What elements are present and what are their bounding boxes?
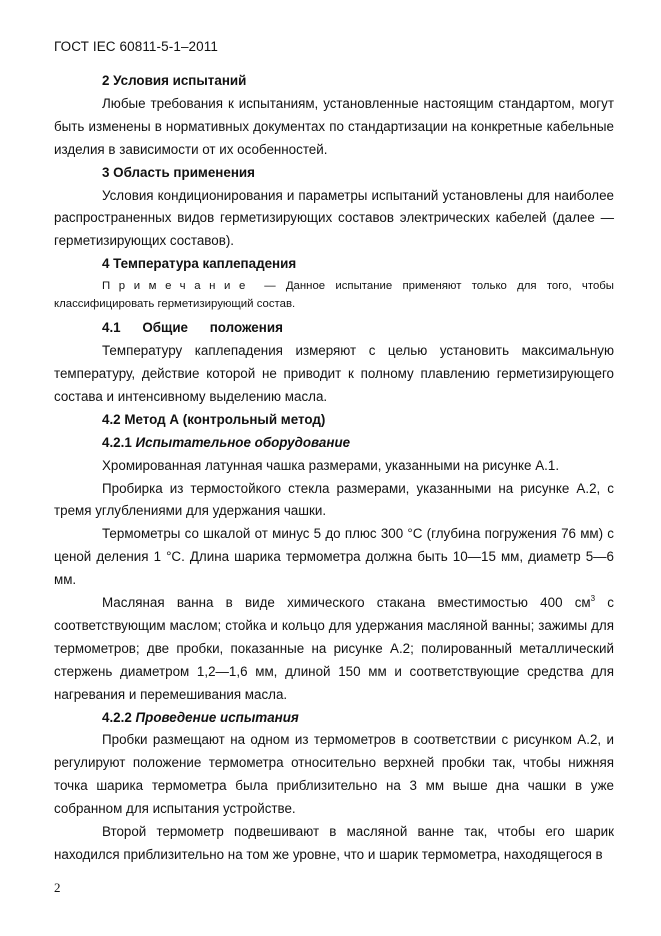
subsection-title: Испытательное оборудование: [135, 434, 351, 450]
paragraph: Температуру каплепадения измеряют с целью установить максимальную температуру, действие которой не приводит к полному плавлению герметизирующего состава и интенсивному выделению масла.: [54, 343, 614, 404]
section-heading: 2 Условия испытаний: [102, 73, 247, 88]
note: [54, 277, 614, 313]
subsection-title: Проведение испытания: [135, 709, 299, 725]
page-body: [54, 70, 614, 867]
paragraph-part: Масляная ванна в виде химического стакана вместимостью 400 см: [102, 595, 591, 611]
note-text: — Данное испытание применяют только для того, чтобы классифицировать герметизирующий состав.: [54, 280, 614, 311]
paragraph: Условия кондиционирования и параметры испытаний установлены для наиболее распространенных видов герметизирующих составов электрических кабелей (далее — герметизирующих составов).: [54, 187, 614, 249]
paragraph: Пробки размещают на одном из термометров в соответствии с рисунком А.2, и регулируют положение термометра относительно верхней пробки так, чтобы нижняя точка шарика термометра была приблизительно на 3 мм выше дна чашки в уже собранном для испытания устройстве.: [54, 732, 614, 817]
section-heading: 4.1 Общие положения: [102, 320, 283, 336]
section-heading: 4 Температура каплепадения: [102, 256, 297, 272]
document-header: ГОСТ IEC 60811-5-1–2011: [54, 39, 218, 54]
subsection-number: 4.2.2: [102, 709, 132, 725]
subsection-heading: [54, 707, 614, 730]
section-heading: 4.2 Метод А (контрольный метод): [102, 411, 326, 427]
paragraph-part: с соответствующим маслом; стойка и кольцо для удержания масляной ванны; зажимы для термометров; две пробки, показанные на рисунке А.2; полированный металлический стержень диаметром 1,2—1,6 мм, длиной 150 мм и соответствующие средства для нагревания и перемешивания масла.: [54, 595, 614, 702]
subsection-number: 4.2.1: [102, 434, 132, 450]
paragraph: Любые требования к испытаниям, установленные настоящим стандартом, могут быть изменены в нормативных документах по стандартизации на конкретные кабельные изделия в зависимости от их особенностей.: [54, 95, 614, 157]
paragraph: Второй термометр подвешивают в масляной ванне так, чтобы его шарик находился приблизительно на том же уровне, что и шарик термометра, находящегося в: [54, 824, 614, 862]
paragraph: Хромированная латунная чашка размерами, указанными на рисунке А.1.: [102, 457, 560, 473]
superscript: 3: [590, 594, 596, 604]
page-number: 2: [54, 880, 61, 895]
subsection-heading: [54, 432, 614, 455]
paragraph: Термометры со шкалой от минус 5 до плюс 300 °С (глубина погружения 76 мм) с ценой деления 1 °С. Длина шарика термометра должна быть 10—15 мм, диаметр 5—6 мм.: [54, 526, 614, 588]
section-heading: 3 Область применения: [102, 164, 255, 180]
note-label: Примечание: [102, 280, 254, 293]
paragraph: Пробирка из термостойкого стекла размерами, указанными на рисунке А.2, с тремя углублениями для удержания чашки.: [54, 480, 614, 519]
paragraph: [54, 592, 614, 707]
